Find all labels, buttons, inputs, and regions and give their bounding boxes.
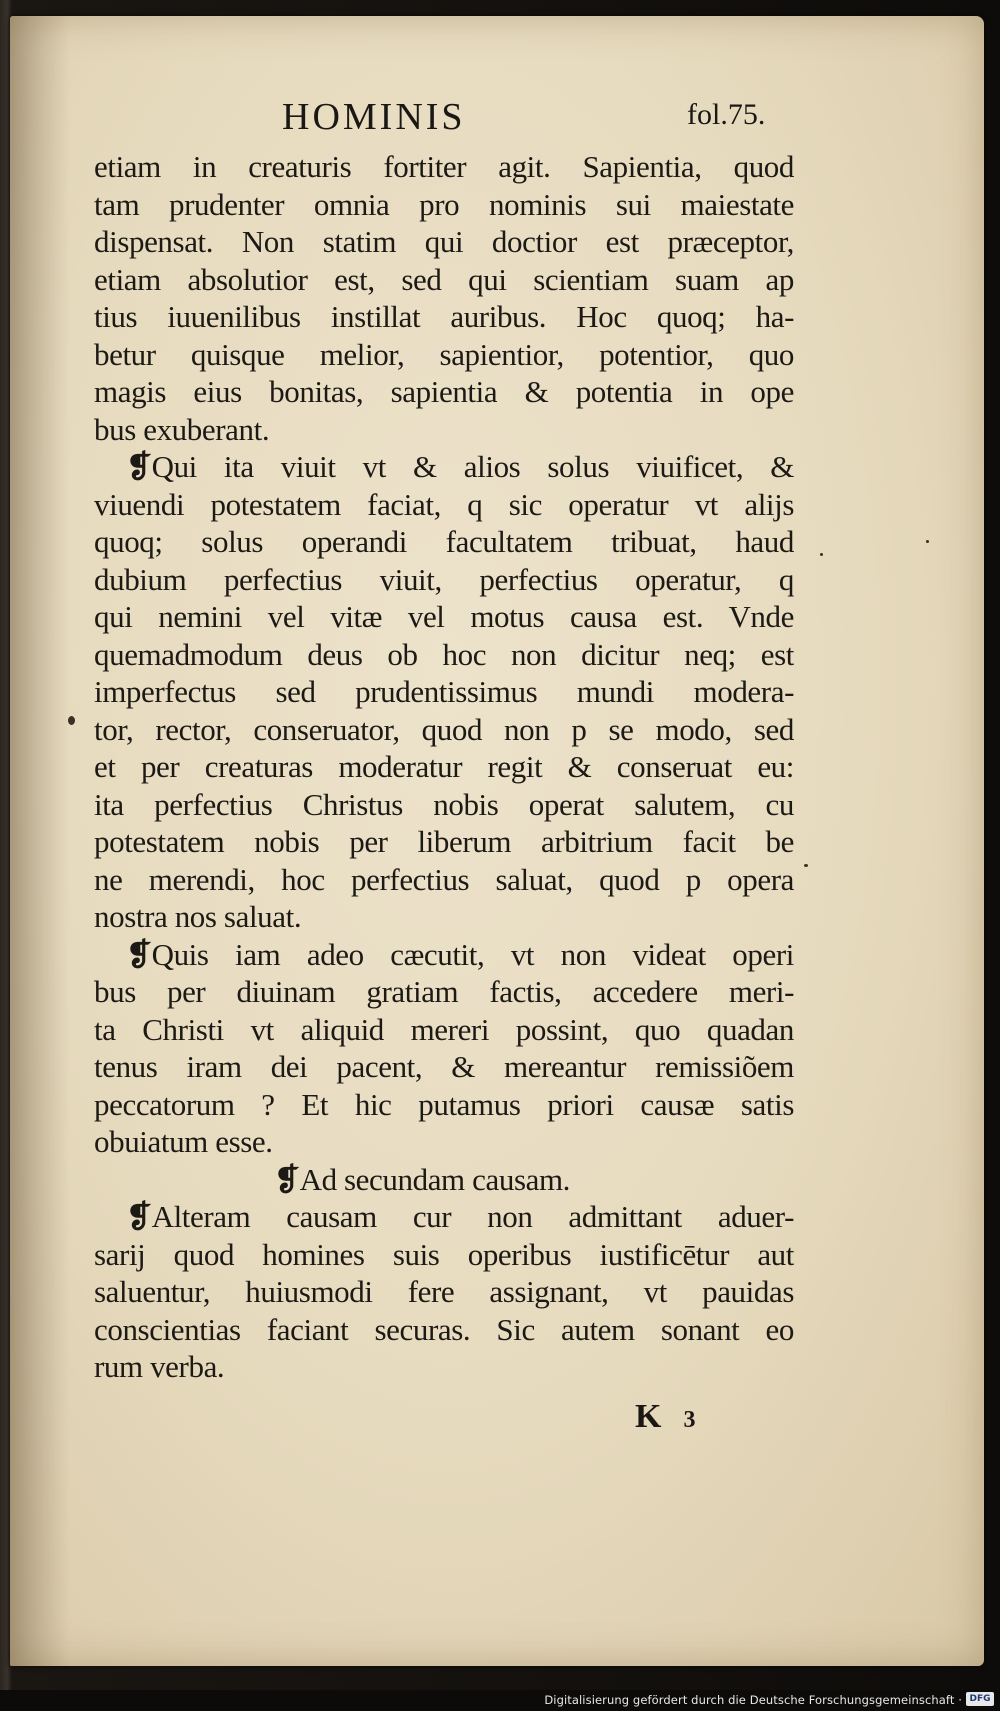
section-heading-text: Ad secundam causam. (299, 1161, 571, 1197)
text-line: sarij quod homines suis operibus iustificētur aut (94, 1236, 794, 1272)
text-line: obuiatum esse. (94, 1124, 273, 1159)
folio-number: fol.75. (687, 98, 766, 131)
pilcrow-mark: ❡ (126, 936, 152, 972)
text-line: ta Christi vt aliquid mereri possint, quo quadan (94, 1011, 794, 1047)
signature-number: 3 (683, 1407, 696, 1433)
body-text (94, 148, 794, 1386)
text-line: tam prudenter omnia pro nominis sui maiestate (94, 186, 794, 222)
text-line: quemadmodum deus ob hoc non dicitur neq; est (94, 636, 794, 672)
text-line: saluentur, huiusmodi fere assignant, vt pauidas (94, 1274, 794, 1309)
text-line: etiam absolutior est, sed qui scientiam suam ap (94, 261, 794, 297)
signature-mark (635, 1398, 695, 1436)
text-line: betur quisque melior, sapientior, potentior, quo (94, 336, 794, 372)
text-line: et per creaturas moderatur regit & conseruat eu: (94, 749, 794, 784)
page-gutter-shadow (10, 16, 70, 1666)
text-line: qui nemini vel vitæ vel motus causa est. Vnde (94, 599, 794, 634)
ink-stain (926, 540, 929, 543)
text-line: viuendi potestatem faciat, q sic operatur vt alijs (94, 486, 794, 522)
dfg-logo-icon: DFG (966, 1692, 994, 1706)
text-line: bus per diuinam gratiam factis, accedere meri- (94, 974, 794, 1009)
text-line: conscientias faciant securas. Sic autem sonant eo (94, 1311, 794, 1347)
text-line: bus exuberant. (94, 411, 270, 447)
text-line-content: Quis iam adeo cæcutit, vt non videat operi (151, 936, 794, 972)
paragraph-first-line (94, 448, 794, 486)
text-line: ne merendi, hoc perfectius saluat, quod p opera (94, 861, 794, 897)
pilcrow-mark: ❡ (126, 449, 152, 484)
paragraph-first-line (94, 1198, 794, 1236)
text-line: dubium perfectius viuit, perfectius operatur, q (94, 561, 794, 597)
pilcrow-mark: ❡ (126, 1199, 152, 1234)
ink-stain (804, 864, 808, 867)
text-line: potestatem nobis per liberum arbitrium facit be (94, 824, 794, 859)
paragraph-first-line (94, 936, 794, 974)
text-line: tenus iram dei pacent, & mereantur remissiõem (94, 1049, 794, 1084)
text-line: nostra nos saluat. (94, 899, 302, 934)
footer-credit: Digitalisierung gefördert durch die Deutsche Forschungsgemeinschaft · (544, 1693, 962, 1707)
ink-stain (68, 716, 75, 725)
text-line: rum verba. (94, 1349, 225, 1384)
signature-letter: K (635, 1398, 662, 1435)
section-heading (94, 1161, 794, 1199)
text-line: imperfectus sed prudentissimus mundi modera- (94, 674, 794, 709)
text-line: magis eius bonitas, sapientia & potentia in ope (94, 374, 794, 409)
text-line: tius iuuenilibus instillat auribus. Hoc quoq; ha- (94, 299, 794, 334)
text-line: ita perfectius Christus nobis operat salutem, cu (94, 786, 794, 822)
text-line-content: Alteram causam cur non admittant aduer- (151, 1199, 794, 1234)
ink-stain (820, 553, 823, 556)
text-line-content: Qui ita viuit vt & alios solus viuificet, & (151, 449, 794, 484)
text-line: peccatorum ? Et hic putamus priori causæ satis (94, 1086, 794, 1122)
text-line: dispensat. Non statim qui doctior est præceptor, (94, 224, 794, 259)
text-line: tor, rector, conseruator, quod non p se modo, sed (94, 711, 794, 747)
running-title: HOMINIS (282, 96, 466, 138)
text-line: etiam in creaturis fortiter agit. Sapientia, quod (94, 149, 794, 184)
pilcrow-mark: ❡ (274, 1161, 300, 1197)
text-line: quoq; solus operandi facultatem tribuat, haud (94, 524, 794, 559)
